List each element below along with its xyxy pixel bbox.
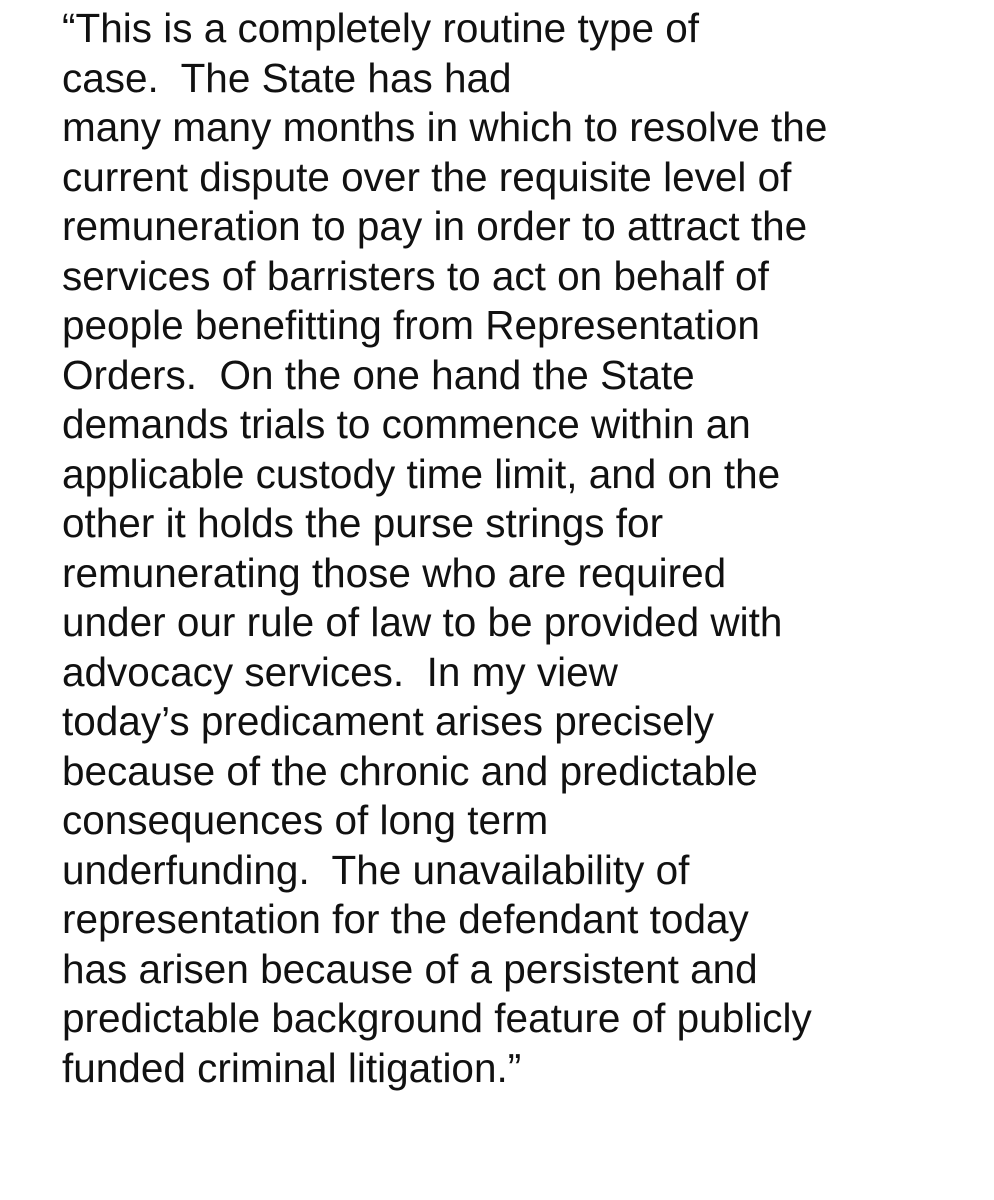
quote-line: “This is a completely routine type of xyxy=(62,5,700,51)
quote-line: applicable custody time limit, and on the xyxy=(62,450,781,497)
quote-line: representation for the defendant today xyxy=(62,896,749,942)
quote-line: advocacy services. In my view xyxy=(62,648,618,695)
quote-line: funded criminal litigation.” xyxy=(62,1044,522,1091)
quote-line: people benefitting from Representation xyxy=(62,302,760,348)
quote-line: because of the chronic and predictable xyxy=(62,747,758,794)
quote-line: under our rule of law to be provided with xyxy=(62,599,783,645)
quote-line: services of barristers to act on behalf of xyxy=(62,252,769,299)
quote-line: other it holds the purse strings for xyxy=(62,500,664,546)
quote-line: has arisen because of a persistent and xyxy=(62,945,758,992)
quote-line: predictable background feature of publicly xyxy=(62,995,812,1041)
quote-line: today’s predicament arises precisely xyxy=(62,698,715,744)
quote-line: remuneration to pay in order to attract the xyxy=(62,203,808,249)
quote-line: current dispute over the requisite level of xyxy=(62,153,792,200)
quote-line: remunerating those who are required xyxy=(62,549,727,596)
quote-line: consequences of long term xyxy=(62,797,549,843)
quote-text-block xyxy=(62,4,982,1093)
quote-line: underfunding. The unavailability of xyxy=(62,846,690,893)
quote-line: many many months in which to resolve the xyxy=(62,104,828,150)
quote-line: Orders. On the one hand the State xyxy=(62,351,695,398)
quote-line: demands trials to commence within an xyxy=(62,401,751,447)
quote-line: case. The State has had xyxy=(62,54,512,101)
